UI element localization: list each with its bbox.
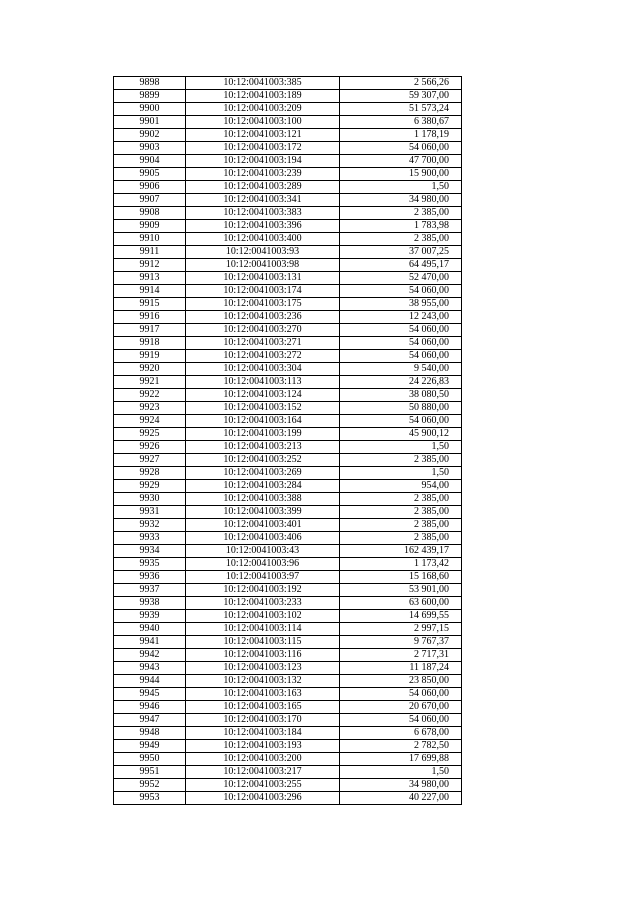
row-number-cell: 9906 (114, 181, 186, 194)
cadastral-number-cell: 10:12:0041003:217 (186, 766, 340, 779)
cadastral-number-cell: 10:12:0041003:93 (186, 246, 340, 259)
table-row (114, 740, 462, 753)
amount-cell: 54 060,00 (340, 337, 462, 350)
table-row (114, 480, 462, 493)
row-number-cell: 9904 (114, 155, 186, 168)
amount-cell: 24 226,83 (340, 376, 462, 389)
cadastral-number-cell: 10:12:0041003:296 (186, 792, 340, 805)
row-number-cell: 9930 (114, 493, 186, 506)
row-number-cell: 9912 (114, 259, 186, 272)
row-number-cell: 9902 (114, 129, 186, 142)
table-row (114, 402, 462, 415)
amount-cell: 52 470,00 (340, 272, 462, 285)
table-row (114, 298, 462, 311)
table-row (114, 389, 462, 402)
row-number-cell: 9913 (114, 272, 186, 285)
amount-cell: 11 187,24 (340, 662, 462, 675)
cadastral-number-cell: 10:12:0041003:152 (186, 402, 340, 415)
row-number-cell: 9933 (114, 532, 186, 545)
amount-cell: 2 385,00 (340, 506, 462, 519)
amount-cell: 954,00 (340, 480, 462, 493)
amount-cell: 37 007,25 (340, 246, 462, 259)
table-row (114, 129, 462, 142)
table-row (114, 337, 462, 350)
row-number-cell: 9937 (114, 584, 186, 597)
row-number-cell: 9923 (114, 402, 186, 415)
amount-cell: 54 060,00 (340, 714, 462, 727)
row-number-cell: 9942 (114, 649, 186, 662)
amount-cell: 1,50 (340, 181, 462, 194)
cadastral-number-cell: 10:12:0041003:123 (186, 662, 340, 675)
row-number-cell: 9915 (114, 298, 186, 311)
cadastral-number-cell: 10:12:0041003:100 (186, 116, 340, 129)
table-row (114, 207, 462, 220)
row-number-cell: 9901 (114, 116, 186, 129)
row-number-cell: 9905 (114, 168, 186, 181)
cadastral-number-cell: 10:12:0041003:192 (186, 584, 340, 597)
amount-cell: 2 782,50 (340, 740, 462, 753)
cadastral-number-cell: 10:12:0041003:304 (186, 363, 340, 376)
cadastral-number-cell: 10:12:0041003:124 (186, 389, 340, 402)
table-row (114, 792, 462, 805)
row-number-cell: 9953 (114, 792, 186, 805)
cadastral-number-cell: 10:12:0041003:213 (186, 441, 340, 454)
cadastral-number-cell: 10:12:0041003:193 (186, 740, 340, 753)
amount-cell: 1 173,42 (340, 558, 462, 571)
row-number-cell: 9949 (114, 740, 186, 753)
table-row (114, 597, 462, 610)
amount-cell: 23 850,00 (340, 675, 462, 688)
table-row (114, 246, 462, 259)
cadastral-number-cell: 10:12:0041003:132 (186, 675, 340, 688)
amount-cell: 59 307,00 (340, 90, 462, 103)
amount-cell: 14 699,55 (340, 610, 462, 623)
table-row (114, 428, 462, 441)
cadastral-number-cell: 10:12:0041003:96 (186, 558, 340, 571)
amount-cell: 9 540,00 (340, 363, 462, 376)
cadastral-number-cell: 10:12:0041003:399 (186, 506, 340, 519)
table-row (114, 363, 462, 376)
cadastral-number-cell: 10:12:0041003:131 (186, 272, 340, 285)
cadastral-number-cell: 10:12:0041003:272 (186, 350, 340, 363)
table-row (114, 532, 462, 545)
cadastral-number-cell: 10:12:0041003:97 (186, 571, 340, 584)
row-number-cell: 9951 (114, 766, 186, 779)
row-number-cell: 9909 (114, 220, 186, 233)
row-number-cell: 9927 (114, 454, 186, 467)
row-number-cell: 9929 (114, 480, 186, 493)
row-number-cell: 9939 (114, 610, 186, 623)
row-number-cell: 9903 (114, 142, 186, 155)
amount-cell: 6 380,67 (340, 116, 462, 129)
row-number-cell: 9938 (114, 597, 186, 610)
table-row (114, 662, 462, 675)
table-row (114, 753, 462, 766)
row-number-cell: 9944 (114, 675, 186, 688)
cadastral-number-cell: 10:12:0041003:102 (186, 610, 340, 623)
cadastral-number-cell: 10:12:0041003:116 (186, 649, 340, 662)
table-row (114, 155, 462, 168)
amount-cell: 17 699,88 (340, 753, 462, 766)
table-row (114, 688, 462, 701)
table-row (114, 181, 462, 194)
table-row (114, 454, 462, 467)
row-number-cell: 9921 (114, 376, 186, 389)
cadastral-number-cell: 10:12:0041003:270 (186, 324, 340, 337)
amount-cell: 20 670,00 (340, 701, 462, 714)
row-number-cell: 9922 (114, 389, 186, 402)
cadastral-number-cell: 10:12:0041003:194 (186, 155, 340, 168)
table-body (114, 77, 462, 805)
amount-cell: 1,50 (340, 441, 462, 454)
row-number-cell: 9919 (114, 350, 186, 363)
amount-cell: 2 385,00 (340, 532, 462, 545)
table-row (114, 506, 462, 519)
cadastral-number-cell: 10:12:0041003:98 (186, 259, 340, 272)
table-row (114, 779, 462, 792)
row-number-cell: 9935 (114, 558, 186, 571)
amount-cell: 54 060,00 (340, 285, 462, 298)
row-number-cell: 9926 (114, 441, 186, 454)
amount-cell: 54 060,00 (340, 688, 462, 701)
cadastral-number-cell: 10:12:0041003:396 (186, 220, 340, 233)
table-row (114, 610, 462, 623)
table-row (114, 233, 462, 246)
row-number-cell: 9931 (114, 506, 186, 519)
table-row (114, 259, 462, 272)
table-row (114, 636, 462, 649)
table-row (114, 493, 462, 506)
row-number-cell: 9910 (114, 233, 186, 246)
cadastral-number-cell: 10:12:0041003:121 (186, 129, 340, 142)
table-row (114, 103, 462, 116)
cadastral-number-cell: 10:12:0041003:383 (186, 207, 340, 220)
table-row (114, 766, 462, 779)
table-row (114, 90, 462, 103)
row-number-cell: 9934 (114, 545, 186, 558)
amount-cell: 38 080,50 (340, 389, 462, 402)
row-number-cell: 9950 (114, 753, 186, 766)
table-row (114, 272, 462, 285)
amount-cell: 53 901,00 (340, 584, 462, 597)
amount-cell: 12 243,00 (340, 311, 462, 324)
row-number-cell: 9952 (114, 779, 186, 792)
table-row (114, 584, 462, 597)
row-number-cell: 9924 (114, 415, 186, 428)
row-number-cell: 9947 (114, 714, 186, 727)
amount-cell: 54 060,00 (340, 415, 462, 428)
table-row (114, 324, 462, 337)
amount-cell: 9 767,37 (340, 636, 462, 649)
cadastral-number-cell: 10:12:0041003:388 (186, 493, 340, 506)
row-number-cell: 9925 (114, 428, 186, 441)
cadastral-number-cell: 10:12:0041003:163 (186, 688, 340, 701)
cadastral-number-cell: 10:12:0041003:174 (186, 285, 340, 298)
cadastral-number-cell: 10:12:0041003:385 (186, 77, 340, 90)
table-row (114, 415, 462, 428)
row-number-cell: 9936 (114, 571, 186, 584)
cadastral-number-cell: 10:12:0041003:170 (186, 714, 340, 727)
row-number-cell: 9911 (114, 246, 186, 259)
amount-cell: 2 385,00 (340, 493, 462, 506)
row-number-cell: 9916 (114, 311, 186, 324)
row-number-cell: 9945 (114, 688, 186, 701)
cadastral-number-cell: 10:12:0041003:236 (186, 311, 340, 324)
cadastral-number-cell: 10:12:0041003:341 (186, 194, 340, 207)
amount-cell: 2 385,00 (340, 233, 462, 246)
amount-cell: 64 495,17 (340, 259, 462, 272)
amount-cell: 38 955,00 (340, 298, 462, 311)
cadastral-number-cell: 10:12:0041003:115 (186, 636, 340, 649)
amount-cell: 54 060,00 (340, 142, 462, 155)
amount-cell: 15 900,00 (340, 168, 462, 181)
row-number-cell: 9898 (114, 77, 186, 90)
cadastral-number-cell: 10:12:0041003:165 (186, 701, 340, 714)
amount-cell: 1 178,19 (340, 129, 462, 142)
table-row (114, 714, 462, 727)
row-number-cell: 9941 (114, 636, 186, 649)
table-row (114, 220, 462, 233)
amount-cell: 2 385,00 (340, 454, 462, 467)
amount-cell: 40 227,00 (340, 792, 462, 805)
table-row (114, 649, 462, 662)
row-number-cell: 9918 (114, 337, 186, 350)
cadastral-number-cell: 10:12:0041003:199 (186, 428, 340, 441)
table-row (114, 311, 462, 324)
amount-cell: 1 783,98 (340, 220, 462, 233)
amount-cell: 51 573,24 (340, 103, 462, 116)
table-row (114, 727, 462, 740)
cadastral-number-cell: 10:12:0041003:271 (186, 337, 340, 350)
amount-cell: 162 439,17 (340, 545, 462, 558)
cadastral-number-cell: 10:12:0041003:239 (186, 168, 340, 181)
amount-cell: 1,50 (340, 467, 462, 480)
table-row (114, 675, 462, 688)
amount-cell: 2 385,00 (340, 207, 462, 220)
row-number-cell: 9914 (114, 285, 186, 298)
row-number-cell: 9917 (114, 324, 186, 337)
row-number-cell: 9940 (114, 623, 186, 636)
row-number-cell: 9928 (114, 467, 186, 480)
table-row (114, 77, 462, 90)
cadastral-number-cell: 10:12:0041003:114 (186, 623, 340, 636)
amount-cell: 2 385,00 (340, 519, 462, 532)
amount-cell: 47 700,00 (340, 155, 462, 168)
table-row (114, 168, 462, 181)
row-number-cell: 9920 (114, 363, 186, 376)
cadastral-number-cell: 10:12:0041003:255 (186, 779, 340, 792)
table-row (114, 519, 462, 532)
table-row (114, 285, 462, 298)
row-number-cell: 9943 (114, 662, 186, 675)
table-row (114, 571, 462, 584)
amount-cell: 2 997,15 (340, 623, 462, 636)
amount-cell: 34 980,00 (340, 779, 462, 792)
amount-cell: 6 678,00 (340, 727, 462, 740)
amount-cell: 34 980,00 (340, 194, 462, 207)
cadastral-number-cell: 10:12:0041003:289 (186, 181, 340, 194)
cadastral-number-cell: 10:12:0041003:209 (186, 103, 340, 116)
table-row (114, 623, 462, 636)
cadastral-number-cell: 10:12:0041003:175 (186, 298, 340, 311)
row-number-cell: 9899 (114, 90, 186, 103)
cadastral-number-cell: 10:12:0041003:200 (186, 753, 340, 766)
cadastral-number-cell: 10:12:0041003:189 (186, 90, 340, 103)
table-row (114, 194, 462, 207)
row-number-cell: 9932 (114, 519, 186, 532)
row-number-cell: 9907 (114, 194, 186, 207)
amount-cell: 50 880,00 (340, 402, 462, 415)
cadastral-value-table (113, 76, 462, 805)
cadastral-number-cell: 10:12:0041003:172 (186, 142, 340, 155)
row-number-cell: 9948 (114, 727, 186, 740)
cadastral-number-cell: 10:12:0041003:269 (186, 467, 340, 480)
cadastral-number-cell: 10:12:0041003:113 (186, 376, 340, 389)
row-number-cell: 9908 (114, 207, 186, 220)
cadastral-number-cell: 10:12:0041003:252 (186, 454, 340, 467)
table-row (114, 558, 462, 571)
amount-cell: 54 060,00 (340, 324, 462, 337)
table-row (114, 142, 462, 155)
table-row (114, 350, 462, 363)
amount-cell: 45 900,12 (340, 428, 462, 441)
amount-cell: 15 168,60 (340, 571, 462, 584)
amount-cell: 2 566,26 (340, 77, 462, 90)
cadastral-number-cell: 10:12:0041003:184 (186, 727, 340, 740)
amount-cell: 1,50 (340, 766, 462, 779)
table-row (114, 441, 462, 454)
row-number-cell: 9946 (114, 701, 186, 714)
table-row (114, 376, 462, 389)
table-row (114, 116, 462, 129)
cadastral-number-cell: 10:12:0041003:401 (186, 519, 340, 532)
table-row (114, 467, 462, 480)
table-row (114, 545, 462, 558)
amount-cell: 54 060,00 (340, 350, 462, 363)
cadastral-number-cell: 10:12:0041003:43 (186, 545, 340, 558)
amount-cell: 63 600,00 (340, 597, 462, 610)
row-number-cell: 9900 (114, 103, 186, 116)
amount-cell: 2 717,31 (340, 649, 462, 662)
cadastral-number-cell: 10:12:0041003:164 (186, 415, 340, 428)
cadastral-number-cell: 10:12:0041003:284 (186, 480, 340, 493)
cadastral-number-cell: 10:12:0041003:400 (186, 233, 340, 246)
cadastral-number-cell: 10:12:0041003:233 (186, 597, 340, 610)
cadastral-number-cell: 10:12:0041003:406 (186, 532, 340, 545)
table-row (114, 701, 462, 714)
